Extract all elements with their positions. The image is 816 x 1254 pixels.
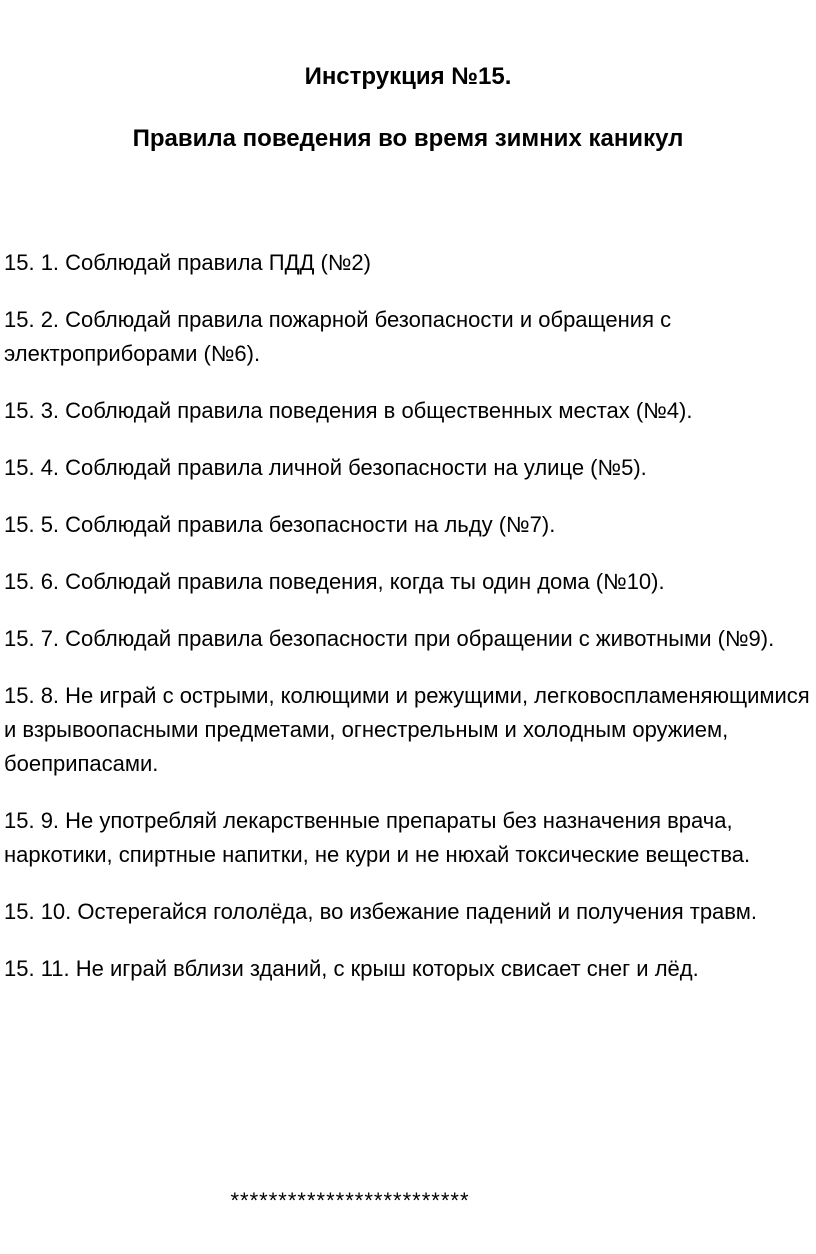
rule-item-4: 15. 4. Соблюдай правила личной безопасности на улице (№5). [4, 455, 647, 480]
rules-list [4, 246, 812, 1009]
rule-item-11: 15. 11. Не играй вблизи зданий, с крыш которых свисает снег и лёд. [4, 956, 699, 981]
rule-item-5: 15. 5. Соблюдай правила безопасности на льду (№7). [4, 512, 556, 537]
rule-item-3: 15. 3. Соблюдай правила поведения в общественных местах (№4). [4, 398, 693, 423]
rule-item-10: 15. 10. Остерегайся гололёда, во избежание падений и получения травм. [4, 899, 757, 924]
rule-item-8: 15. 8. Не играй с острыми, колющими и режущими, легковоспламеняющимися и взрывоопасными предметами, огнестрельным и холодным оружием, боеприпасами. [4, 683, 810, 776]
document-subtitle: Правила поведения во время зимних каникул [132, 125, 684, 152]
rule-item-1: 15. 1. Соблюдай правила ПДД (№2) [4, 250, 371, 275]
rule-item-2: 15. 2. Соблюдай правила пожарной безопасности и обращения с электроприборами (№6). [4, 307, 672, 366]
rule-item-6: 15. 6. Соблюдай правила поведения, когда ты один дома (№10). [4, 569, 665, 594]
separator-stars: ************************* [230, 1188, 470, 1213]
document-title: Инструкция №15. [304, 63, 512, 90]
rule-item-9: 15. 9. Не употребляй лекарственные препараты без назначения врача, наркотики, спиртные напитки, не кури и не нюхай токсические вещества. [4, 808, 751, 867]
rule-item-7: 15. 7. Соблюдай правила безопасности при обращении с животными (№9). [4, 626, 775, 651]
